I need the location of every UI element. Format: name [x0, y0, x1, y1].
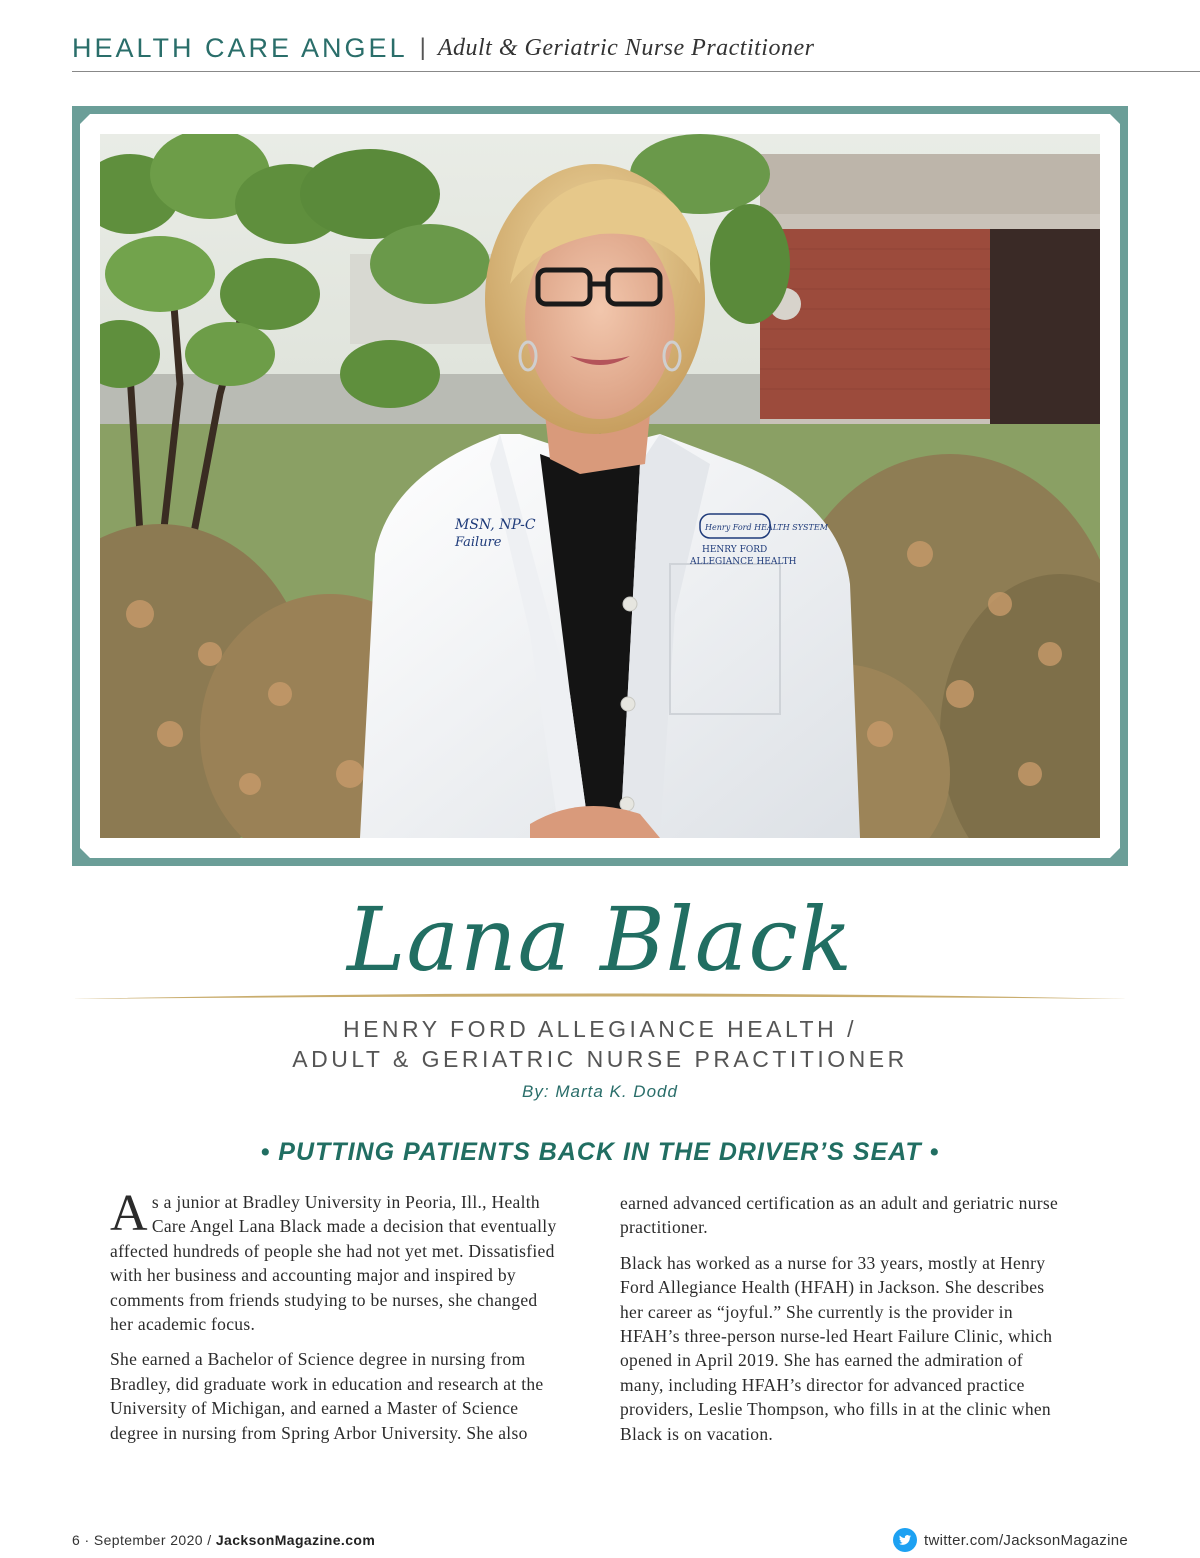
- section-subtitle: Adult & Geriatric Nurse Practitioner: [437, 34, 815, 61]
- twitter-handle: twitter.com/JacksonMagazine: [923, 1531, 1128, 1549]
- page-number: 6: [72, 1532, 81, 1548]
- section-title: HEALTH CARE ANGEL: [72, 32, 408, 63]
- article-paragraph: earned advanced certification as an adult and geriatric nurse practitioner.: [620, 1193, 1059, 1238]
- header-rule: [72, 71, 1200, 72]
- website-link[interactable]: JacksonMagazine.com: [215, 1532, 376, 1548]
- frame-corner: [1110, 114, 1120, 124]
- byline: By: Marta K. Dodd: [522, 1082, 678, 1101]
- twitter-link[interactable]: [893, 1528, 1128, 1552]
- coat-logo-text: Henry Ford HEALTH SYSTEM: [705, 523, 828, 532]
- article-paragraph: Black has worked as a nurse for 33 years, mostly at Henry Ford Allegiance Health (HFAH) in Jackson. She describes her career as “joyful.” She currently is the provider in HFAH’s three-person nurse-led Heart Failure Clinic, which opened in April 2019. She has earned the admiration of many, including HFAH’s director for advanced practice providers, Leslie Thompson, who fills in at the clinic when Black is on vacation.: [620, 1252, 1053, 1444]
- article-paragraph: [110, 1185, 560, 1336]
- drop-cap: A: [110, 1185, 148, 1242]
- coat-embroidery-name: MSN, NP-C: [455, 517, 536, 533]
- article-column-left: [110, 1185, 560, 1456]
- frame-corner: [1110, 848, 1120, 858]
- footer-slash: /: [207, 1532, 212, 1548]
- section-heading: • PUTTING PATIENTS BACK IN THE DRIVER’S SEAT •: [260, 1138, 940, 1166]
- coat-embroidery-dept: Failure: [455, 535, 502, 550]
- coat-org-line2: ALLEGIANCE HEALTH: [690, 557, 797, 567]
- photo-mat: [80, 114, 1120, 858]
- building-window: [990, 229, 1100, 429]
- coat-org-line1: HENRY FORD: [702, 545, 768, 555]
- role-line: ADULT & GERIATRIC NURSE PRACTITIONER: [292, 1046, 908, 1072]
- gold-divider: [72, 988, 1128, 1010]
- page-footer: [72, 1532, 375, 1548]
- portrait-photo: [100, 134, 1100, 838]
- twitter-icon: [893, 1528, 917, 1552]
- photo-frame: [72, 106, 1128, 866]
- building-roofline: [760, 154, 1100, 214]
- footer-separator: ·: [84, 1532, 90, 1548]
- header-divider: |: [419, 34, 426, 61]
- organization-line: HENRY FORD ALLEGIANCE HEALTH /: [342, 1016, 857, 1042]
- page-header: [72, 28, 1200, 68]
- article-column-right: [620, 1191, 1070, 1457]
- frame-corner: [80, 114, 90, 124]
- subject-name: Lana Black: [347, 888, 853, 991]
- brick-wall: [760, 229, 990, 419]
- article-paragraph: She earned a Bachelor of Science degree in nursing from Bradley, did graduate work in education and research at the University of Michigan, and earned a Master of Science degree in nursing from Spring Arbor University. She also: [110, 1349, 544, 1443]
- paragraph-text: s a junior at Bradley University in Peoria, Ill., Health Care Angel Lana Black made a decision that eventually affected hundreds of people she had not yet met. Dissatisfied with her business and accounting major and inspired by comments from friends studying to be nurses, she changed her academic focus.: [110, 1192, 557, 1335]
- frame-corner: [80, 848, 90, 858]
- issue-date: September 2020: [93, 1532, 203, 1548]
